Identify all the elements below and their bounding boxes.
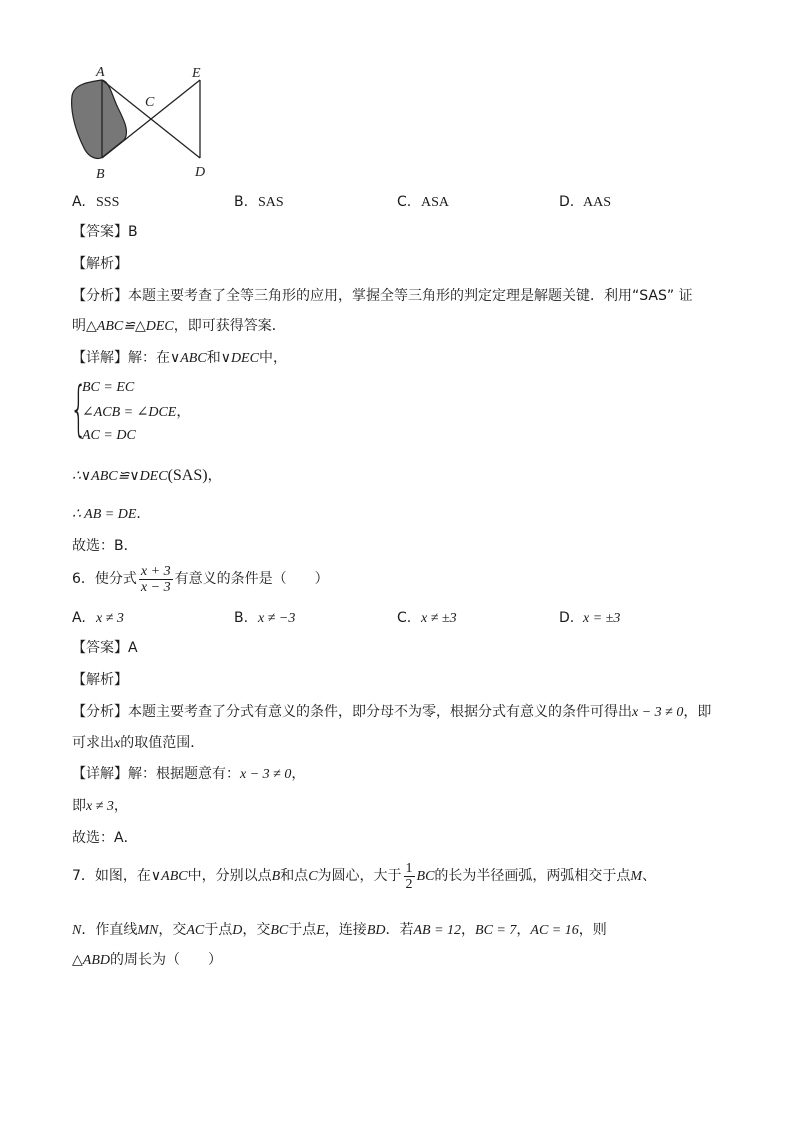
q6-stem: [72, 562, 329, 596]
equation-3: AC = DC: [82, 428, 136, 443]
text: 的取值范围．: [120, 735, 205, 751]
math: ∨ABC: [150, 869, 188, 884]
math: M: [630, 869, 643, 884]
answer-value: B: [128, 224, 138, 240]
q5-conclusion-1: [72, 466, 222, 487]
text: 于点: [288, 922, 317, 938]
q7-line1: [72, 858, 656, 895]
q6-final: [72, 828, 138, 848]
q5-option-b: [234, 192, 284, 213]
left-brace: {: [70, 374, 88, 444]
q6-option-a: [72, 608, 124, 629]
text: 中，: [258, 350, 287, 366]
q5-option-c: [397, 192, 449, 213]
math: △ABC≌△DEC: [86, 319, 174, 334]
q5-fenxi-line1: [72, 286, 693, 306]
triangle-figure: [66, 60, 226, 186]
denominator: 2: [405, 876, 413, 892]
q6-option-c: [397, 608, 457, 629]
text: 解：在: [128, 350, 170, 366]
option-label: A.: [72, 610, 86, 626]
text: ，交: [158, 922, 187, 938]
text: ，: [461, 922, 476, 938]
equation-2: ∠ACB = ∠DCE: [82, 405, 177, 420]
text: 即: [72, 798, 86, 814]
math: ∨DEC: [220, 351, 259, 366]
text: ，则: [578, 922, 607, 938]
label-d: D: [195, 165, 206, 180]
math: BC: [270, 923, 289, 938]
q6-answer: [72, 638, 138, 658]
text: ．作直线: [81, 922, 138, 938]
text: ，: [291, 766, 306, 782]
math: N: [72, 923, 82, 938]
math: ∴∨ABC≌∨DEC: [72, 469, 168, 484]
math: x ≠ 3: [86, 799, 114, 814]
jiexi-tag: 【解析】: [72, 672, 128, 688]
fraction: [139, 564, 173, 595]
option-text: SAS: [258, 195, 284, 210]
fenxi-text: 本题主要考查了全等三角形的应用，掌握全等三角形的判定定理是解题关键．利用“SAS” 证: [128, 288, 693, 304]
text: 的长为半径画弧，两弧相交于点: [434, 868, 631, 884]
text: ，交: [242, 922, 271, 938]
text: 本题主要考查了分式有意义的条件，即分母不为零，根据分式有意义的条件可得出: [128, 704, 632, 720]
math: x: [114, 736, 121, 751]
option-text: ASA: [421, 195, 450, 210]
jiexi-tag: 【解析】: [72, 256, 128, 272]
text: 和点: [280, 868, 309, 884]
math: x − 3 ≠ 0: [632, 705, 684, 720]
label-a: A: [96, 65, 105, 80]
math: E: [316, 923, 325, 938]
math: (SAS): [167, 467, 208, 484]
q5-conclusion-2: [72, 504, 150, 525]
text: 的周长为（ ）: [109, 952, 222, 968]
option-text: AAS: [583, 195, 612, 210]
option-label: A.: [72, 194, 86, 210]
math: D: [232, 923, 243, 938]
fenxi-tag: 【分析】: [72, 288, 128, 304]
q6-option-b: [234, 608, 295, 629]
text: 中，分别以点: [187, 868, 272, 884]
q5-option-d: [559, 192, 611, 213]
text: 于点: [204, 922, 233, 938]
math: C: [308, 869, 318, 884]
label-e: E: [192, 66, 201, 81]
ink-blot-shape: [72, 80, 127, 158]
q6-xiangjie: [72, 764, 305, 785]
math: x − 3 ≠ 0: [240, 767, 292, 782]
math: AB = 12: [413, 923, 462, 938]
math: AC: [186, 923, 205, 938]
text: 和: [206, 350, 221, 366]
q5-option-a: [72, 192, 119, 213]
denominator: x − 3: [140, 579, 171, 595]
text: ，: [113, 798, 128, 814]
text: ．: [136, 506, 151, 522]
q5-xiangjie: [72, 348, 287, 369]
option-label: B.: [234, 194, 249, 210]
text: 6．使分式: [72, 571, 137, 587]
option-text: SSS: [96, 195, 120, 210]
q5-options: [72, 192, 722, 212]
answer-tag: 【答案】: [72, 640, 128, 656]
option-label: C.: [397, 194, 412, 210]
q6-fenxi-line2: [72, 733, 204, 754]
text: ，即可获得答案．: [173, 318, 286, 334]
label-b: B: [96, 167, 105, 182]
label-c: C: [145, 95, 155, 110]
answer-value: A: [128, 640, 138, 656]
text: ，: [207, 468, 222, 484]
option-label: C.: [397, 610, 412, 626]
q7-line3: [72, 950, 222, 971]
math: BC = 7: [475, 923, 517, 938]
text: ，: [516, 922, 531, 938]
q7-line2: [72, 920, 607, 941]
q5-equation-system: [70, 376, 270, 450]
option-text: x ≠ −3: [258, 611, 296, 626]
numerator: x + 3: [140, 563, 171, 579]
q5-final: [72, 536, 138, 556]
text: 有意义的条件是（ ）: [174, 571, 329, 587]
q6-option-d: [559, 608, 620, 629]
text: 、: [642, 868, 657, 884]
text: 可求出: [72, 735, 114, 751]
xiangjie-tag: 【详解】: [72, 766, 128, 782]
final-answer: 故选：B．: [72, 538, 138, 554]
xiangjie-tag: 【详解】: [72, 350, 128, 366]
q5-answer: [72, 222, 138, 242]
math: AC = 16: [530, 923, 579, 938]
fraction: [404, 861, 415, 892]
q6-jiexi: [72, 670, 128, 690]
q5-fenxi-line2: [72, 316, 286, 337]
text: 解：根据题意有：: [128, 766, 240, 782]
text: ，: [176, 404, 191, 420]
option-text: x ≠ ±3: [421, 611, 457, 626]
math: MN: [137, 923, 159, 938]
math: ∨ABC: [170, 351, 207, 366]
text: ，即: [683, 704, 712, 720]
numerator: 1: [405, 860, 413, 876]
option-label: B.: [234, 610, 249, 626]
text: ，连接: [324, 922, 367, 938]
equation-1: BC = EC: [82, 380, 135, 395]
text: 7．如图，在: [72, 868, 151, 884]
text: ．若: [385, 922, 414, 938]
option-label: D.: [559, 610, 575, 626]
math: BC: [416, 869, 435, 884]
math: ∴ AB = DE: [72, 507, 137, 522]
text: 为圆心，大于: [317, 868, 402, 884]
option-text: x ≠ 3: [96, 611, 124, 626]
math: BD: [366, 923, 386, 938]
math: B: [271, 869, 281, 884]
answer-tag: 【答案】: [72, 224, 128, 240]
text: 明: [72, 318, 86, 334]
fenxi-tag: 【分析】: [72, 704, 128, 720]
q6-ji: [72, 796, 128, 817]
option-label: D.: [559, 194, 575, 210]
math: △ABD: [72, 953, 110, 968]
final-answer: 故选：A．: [72, 830, 138, 846]
q5-jiexi: [72, 254, 128, 274]
q6-options: [72, 608, 722, 628]
option-text: x = ±3: [583, 611, 621, 626]
q6-fenxi-line1: [72, 702, 711, 723]
